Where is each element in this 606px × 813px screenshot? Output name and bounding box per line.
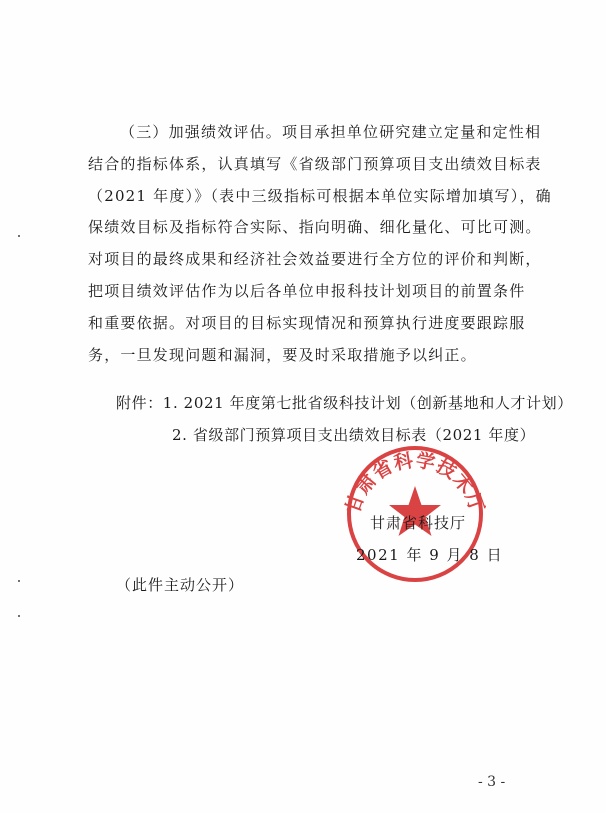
margin-dot: [18, 615, 20, 617]
margin-dot: [18, 235, 20, 237]
body-line: （2021 年度）》（表中三级指标可根据本单位实际增加填写），确: [88, 186, 552, 205]
body-line: 保绩效目标及指标符合实际、指向明确、细化量化、可比可测。: [88, 218, 542, 237]
body-line: 和重要依据。对项目的目标实现情况和预算执行进度要跟踪服: [88, 313, 526, 332]
body-paragraph: [88, 117, 558, 371]
body-line: 务，一旦发现问题和漏洞，要及时采取措施予以纠正。: [88, 345, 477, 364]
seal-text-path: 甘肃省科学技术厅: [341, 449, 489, 517]
margin-dot: [18, 580, 20, 582]
body-line: 把项目绩效评估作为以后各单位申报科技计划项目的前置条件: [88, 281, 526, 300]
body-line: 对项目的最终成果和经济社会效益要进行全方位的评价和判断，: [88, 250, 542, 269]
attachment-line-1: 附件：1. 2021 年度第七批省级科技计划（创新基地和人才计划）: [116, 394, 573, 412]
body-line: （三）加强绩效评估。项目承担单位研究建立定量和定性相: [120, 123, 542, 141]
issuing-organization: 甘肃省科技厅: [370, 514, 467, 532]
issue-date: 2021 年 9 月 8 日: [356, 546, 504, 564]
body-line: 结合的指标体系，认真填写《省级部门预算项目支出绩效目标表: [88, 154, 542, 173]
disclosure-note: （此件主动公开）: [116, 576, 245, 594]
attachment-line-2: 2. 省级部门预算项目支出绩效目标表（2021 年度）: [172, 426, 536, 444]
page-number: - 3 -: [478, 774, 506, 790]
